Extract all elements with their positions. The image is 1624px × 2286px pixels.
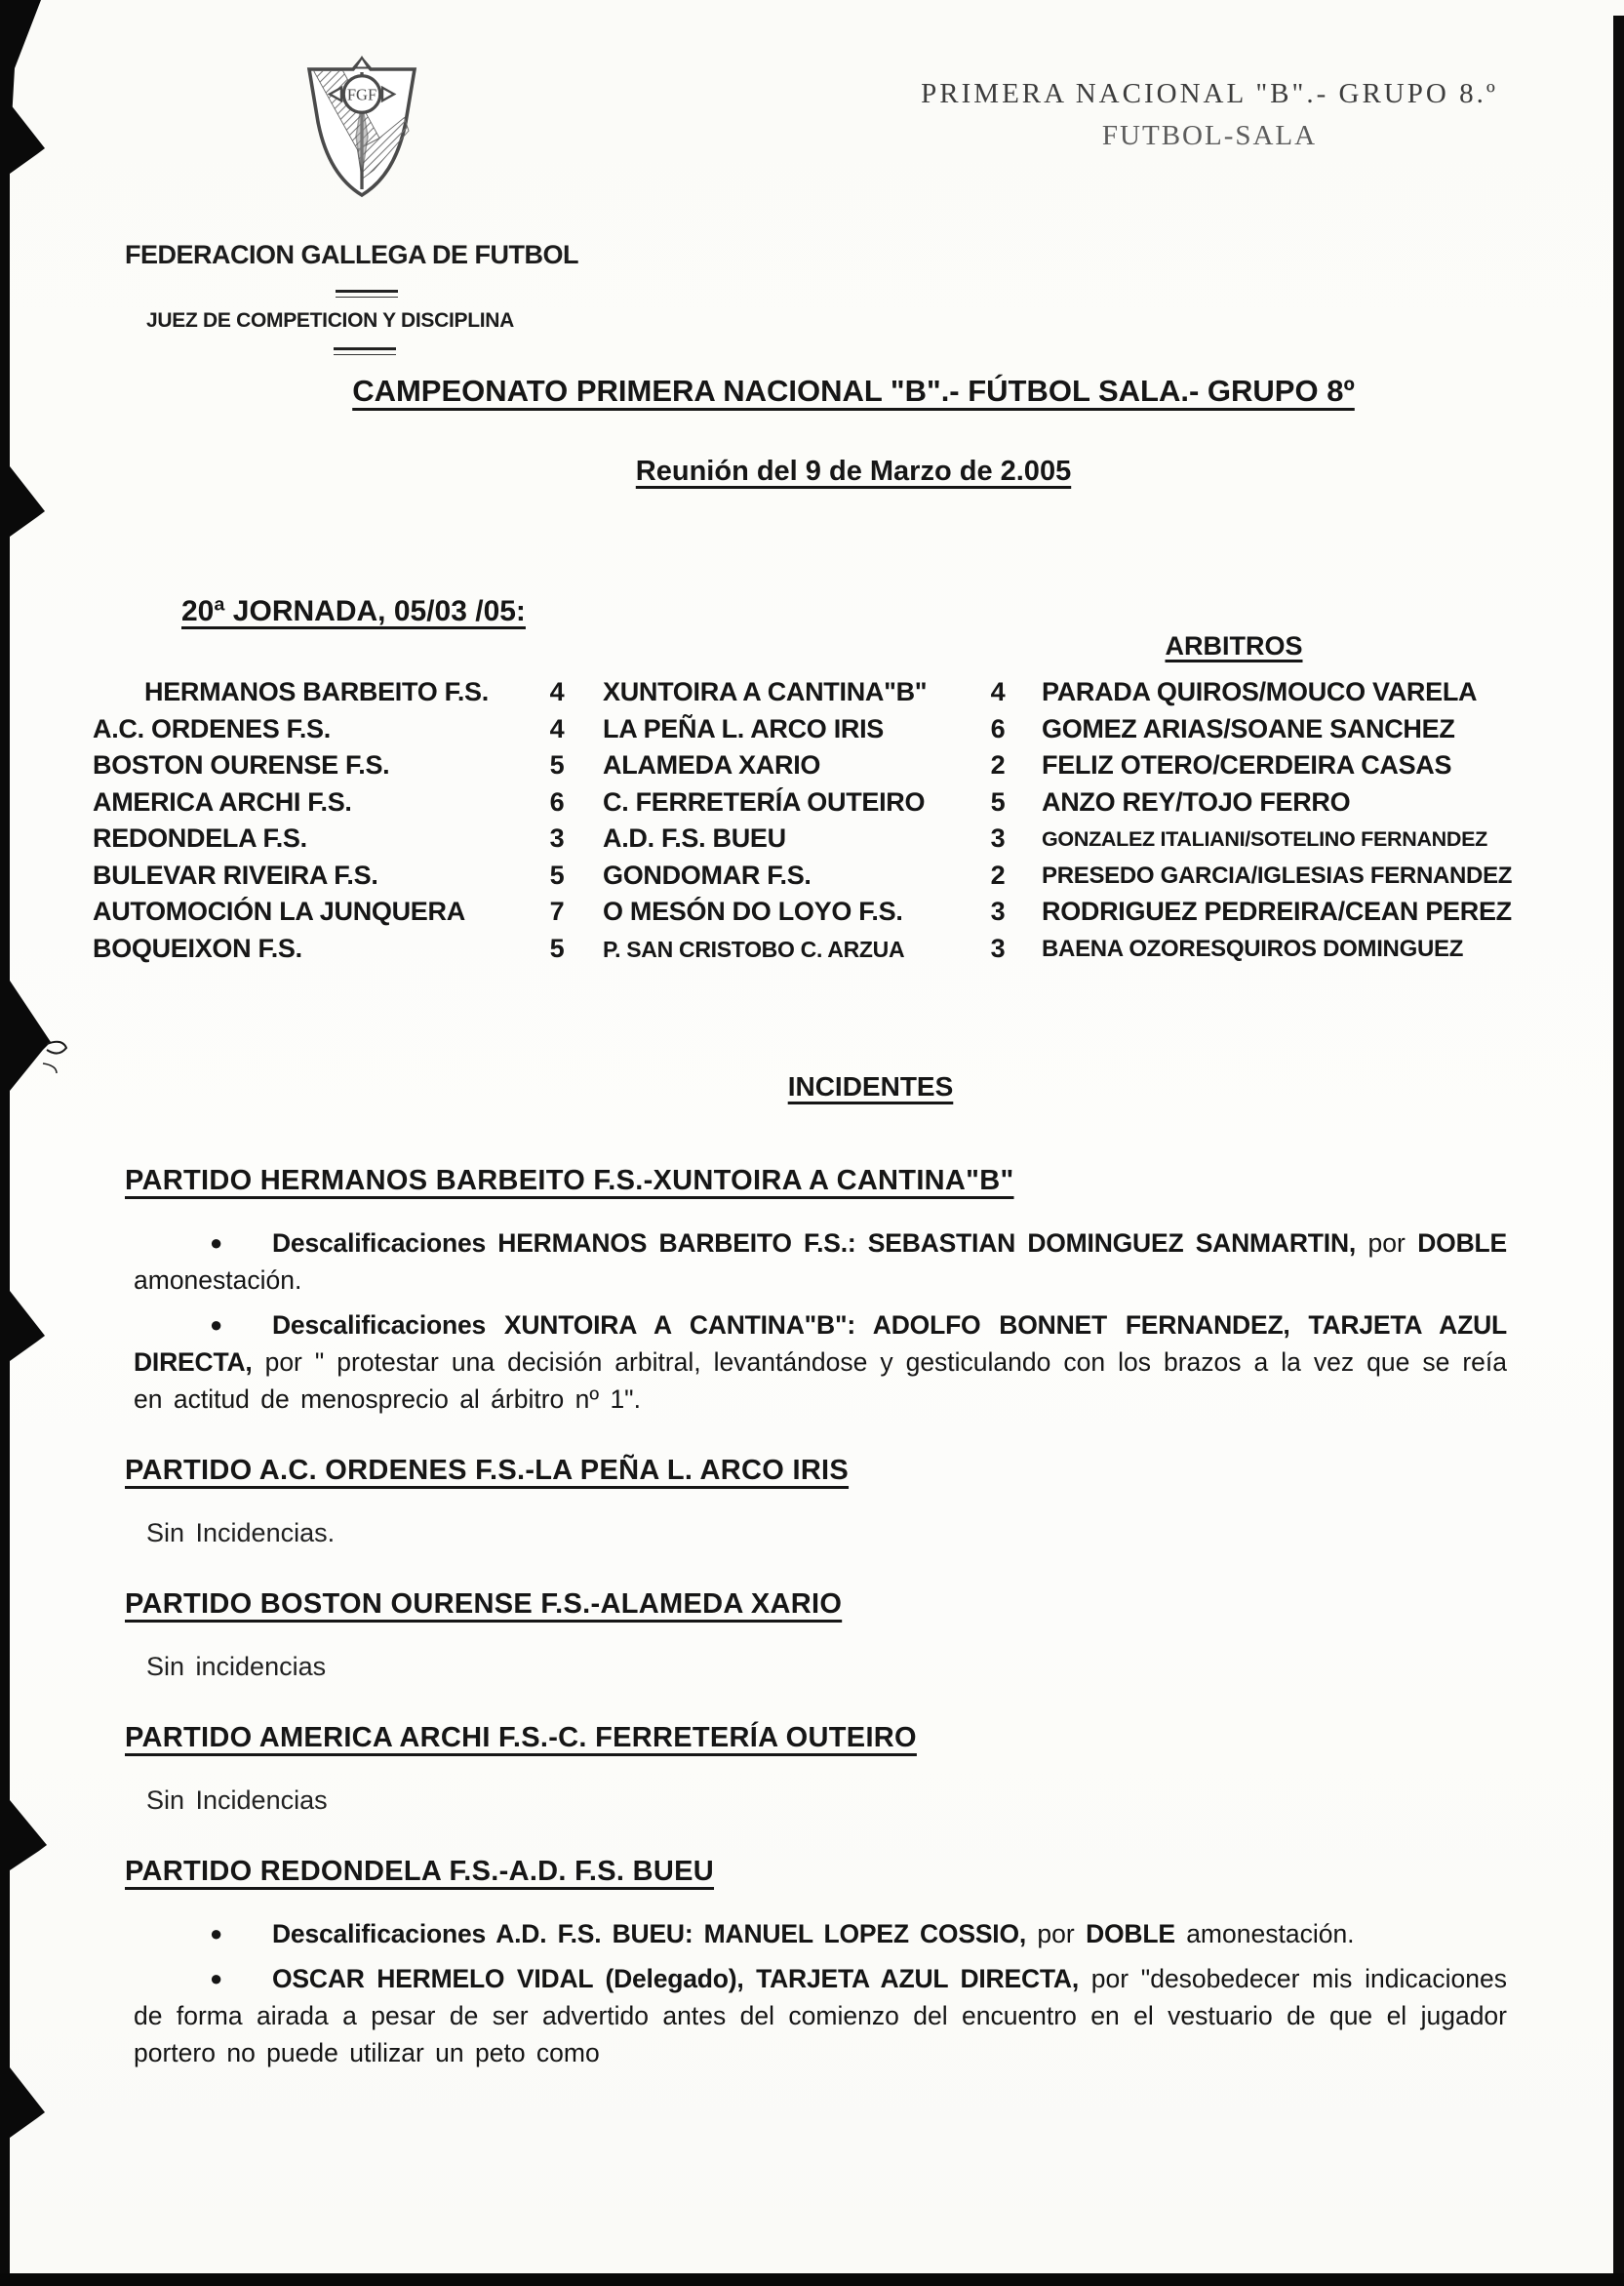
away-team: ALAMEDA XARIO bbox=[603, 750, 821, 780]
home-team: AUTOMOCIÓN LA JUNQUERA bbox=[93, 897, 465, 926]
away-score: 2 bbox=[990, 750, 1006, 780]
incident-section bbox=[0, 1455, 1624, 1551]
match-row bbox=[0, 897, 1624, 934]
bullet-icon: ● bbox=[210, 1966, 223, 1990]
no-incidents-text: Sin incidencias bbox=[146, 1652, 327, 1681]
away-score: 3 bbox=[990, 933, 1006, 963]
away-team: A.D. F.S. BUEU bbox=[603, 823, 786, 853]
referee-names: PARADA QUIROS/MOUCO VARELA bbox=[1042, 677, 1478, 706]
fgf-crest-logo bbox=[289, 55, 435, 201]
divider-rule bbox=[334, 347, 396, 355]
referee-names: GONZALEZ ITALIANI/SOTELINO FERNANDEZ bbox=[1042, 827, 1488, 851]
incidents-heading: INCIDENTES bbox=[787, 1071, 954, 1102]
home-score: 6 bbox=[549, 786, 565, 817]
home-score: 5 bbox=[549, 933, 565, 963]
home-team: BOSTON OURENSE F.S. bbox=[93, 750, 390, 780]
document-title: CAMPEONATO PRIMERA NACIONAL "B".- FÚTBOL SALA.- GRUPO 8º bbox=[352, 374, 1355, 408]
home-score: 5 bbox=[549, 860, 565, 890]
away-score: 3 bbox=[990, 897, 1006, 926]
away-team: XUNTOIRA A CANTINA"B" bbox=[603, 677, 928, 706]
jornada-heading: 20ª JORNADA, 05/03 /05: bbox=[181, 595, 526, 627]
away-score: 4 bbox=[990, 677, 1006, 706]
home-team: REDONDELA F.S. bbox=[93, 823, 307, 853]
referee-names: RODRIGUEZ PEDREIRA/CEAN PEREZ bbox=[1042, 897, 1512, 926]
incident-section bbox=[0, 1856, 1624, 2071]
no-incidents-text: Sin Incidencias bbox=[146, 1785, 328, 1815]
match-row bbox=[0, 714, 1624, 751]
away-team: O MESÓN DO LOYO F.S. bbox=[603, 897, 903, 926]
match-row bbox=[0, 823, 1624, 861]
away-score: 6 bbox=[990, 713, 1006, 743]
incident-section bbox=[0, 1588, 1624, 1685]
home-team: A.C. ORDENES F.S. bbox=[93, 713, 331, 743]
referee-names: PRESEDO GARCIA/IGLESIAS FERNANDEZ bbox=[1042, 862, 1513, 889]
referee-names: ANZO REY/TOJO FERRO bbox=[1042, 786, 1351, 817]
federation-name: FEDERACION GALLEGA DE FUTBOL bbox=[125, 240, 578, 269]
bullet-icon: ● bbox=[210, 1312, 223, 1337]
match-row bbox=[0, 787, 1624, 824]
match-row bbox=[0, 750, 1624, 787]
home-score: 5 bbox=[549, 750, 565, 780]
bullet-icon: ● bbox=[210, 1921, 223, 1945]
judge-committee-name: JUEZ DE COMPETICION Y DISCIPLINA bbox=[146, 309, 515, 332]
scan-hair-wisp bbox=[47, 1042, 66, 1054]
match-row bbox=[0, 934, 1624, 971]
away-team: GONDOMAR F.S. bbox=[603, 860, 812, 890]
league-name: PRIMERA NACIONAL "B".- GRUPO 8.º bbox=[921, 78, 1498, 109]
match-results-table bbox=[0, 677, 1624, 970]
match-row bbox=[0, 677, 1624, 714]
home-score: 3 bbox=[549, 823, 565, 853]
away-score: 5 bbox=[990, 786, 1006, 817]
away-team: C. FERRETERÍA OUTEIRO bbox=[603, 786, 926, 817]
incident-paragraph: ● Descalificaciones HERMANOS BARBEITO F.S.: SEBASTIAN DOMINGUEZ SANMARTIN, por DOBLE amonestación. bbox=[0, 1224, 1624, 1299]
incident-paragraph: ● Descalificaciones A.D. F.S. BUEU: MANUEL LOPEZ COSSIO, por DOBLE amonestación. bbox=[0, 1915, 1624, 1952]
partido-heading: PARTIDO BOSTON OURENSE F.S.-ALAMEDA XARIO bbox=[125, 1588, 843, 1620]
incident-section bbox=[0, 1165, 1624, 1418]
incidents-block bbox=[0, 1071, 1624, 2108]
partido-heading: PARTIDO REDONDELA F.S.-A.D. F.S. BUEU bbox=[125, 1856, 715, 1887]
home-score: 4 bbox=[549, 713, 565, 743]
home-team: HERMANOS BARBEITO F.S. bbox=[144, 677, 489, 706]
arbitros-column-heading: ARBITROS bbox=[1165, 631, 1303, 661]
league-discipline: FUTBOL-SALA bbox=[1101, 120, 1318, 151]
incident-section bbox=[0, 1722, 1624, 1819]
away-team: LA PEÑA L. ARCO IRIS bbox=[603, 713, 885, 743]
bullet-icon: ● bbox=[210, 1230, 223, 1255]
home-score: 7 bbox=[549, 897, 565, 926]
partido-heading: PARTIDO AMERICA ARCHI F.S.-C. FERRETERÍA OUTEIRO bbox=[125, 1722, 917, 1753]
match-row bbox=[0, 861, 1624, 898]
away-score: 3 bbox=[990, 823, 1006, 853]
away-score: 2 bbox=[990, 860, 1006, 890]
home-team: AMERICA ARCHI F.S. bbox=[93, 786, 352, 817]
away-team: P. SAN CRISTOBO C. ARZUA bbox=[603, 936, 905, 962]
no-incidents-text: Sin Incidencias. bbox=[146, 1518, 336, 1547]
partido-heading: PARTIDO HERMANOS BARBEITO F.S.-XUNTOIRA A CANTINA"B" bbox=[125, 1165, 1014, 1196]
meeting-date-subtitle: Reunión del 9 de Marzo de 2.005 bbox=[635, 456, 1072, 487]
referee-names: FELIZ OTERO/CERDEIRA CASAS bbox=[1042, 750, 1452, 780]
svg-text:FGF: FGF bbox=[346, 85, 377, 104]
incident-paragraph: ● Descalificaciones XUNTOIRA A CANTINA"B": ADOLFO BONNET FERNANDEZ, TARJETA AZUL DIRECTA, por " protestar una decisión arbitral, levantándose y gesticulando con los brazos a la vez que se reía en actitud de menosprecio al árbitro nº 1". bbox=[0, 1306, 1624, 1418]
partido-heading: PARTIDO A.C. ORDENES F.S.-LA PEÑA L. ARCO IRIS bbox=[125, 1455, 850, 1486]
home-team: BOQUEIXON F.S. bbox=[93, 933, 302, 963]
incident-paragraph: ● OSCAR HERMELO VIDAL (Delegado), TARJETA AZUL DIRECTA, por "desobedecer mis indicaciones de forma airada a pesar de ser advertido antes del comienzo del encuentro en el vestuario de que el jugador portero no puede utilizar un peto como bbox=[0, 1960, 1624, 2071]
divider-rule bbox=[336, 290, 398, 298]
home-team: BULEVAR RIVEIRA F.S. bbox=[93, 860, 378, 890]
league-header bbox=[907, 78, 1512, 152]
referee-names: GOMEZ ARIAS/SOANE SANCHEZ bbox=[1042, 713, 1455, 743]
referee-names: BAENA OZORESQUIROS DOMINGUEZ bbox=[1042, 935, 1464, 962]
home-score: 4 bbox=[549, 677, 565, 706]
